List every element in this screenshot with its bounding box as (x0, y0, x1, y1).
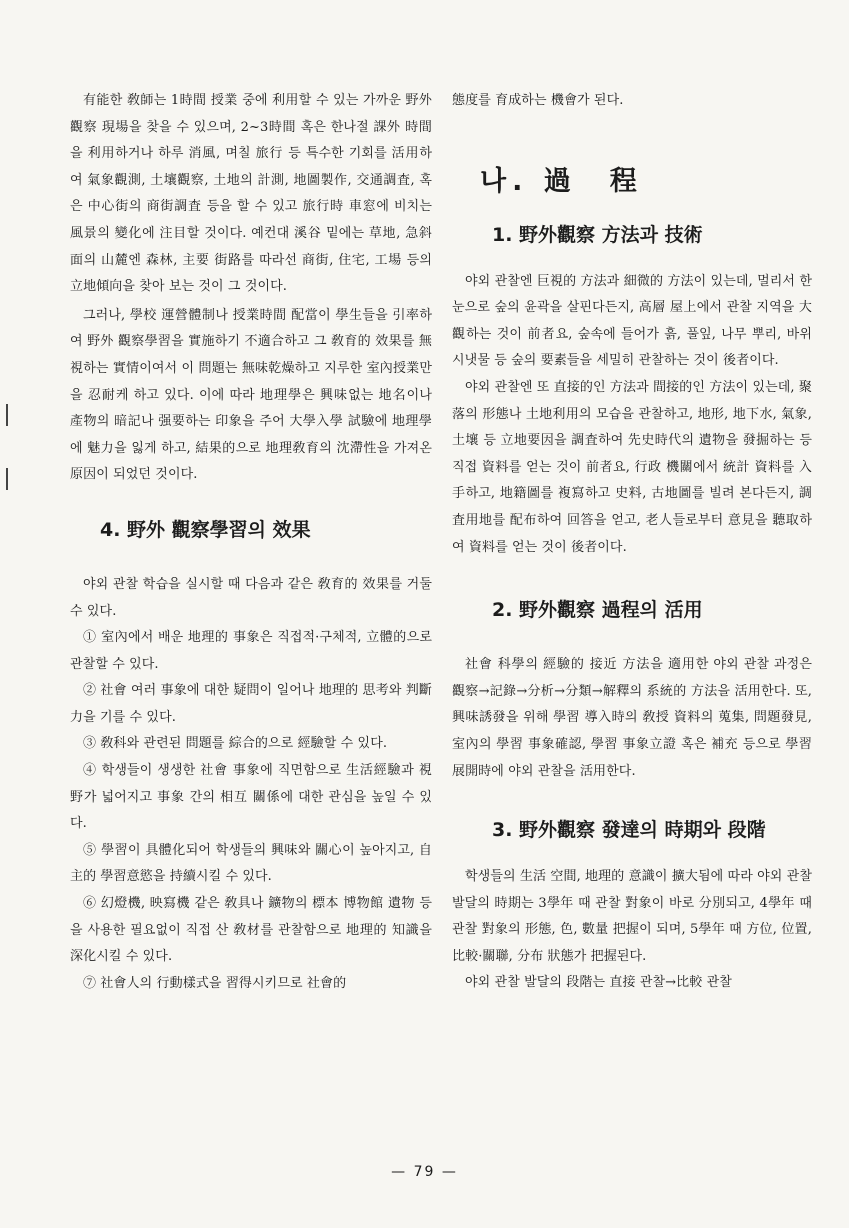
section-heading-effects: 4. 野外 觀察學習의 效果 (100, 518, 311, 541)
effect-item-7: ⑦ 社會人의 行動樣式을 習得시키므로 社會的 (83, 975, 347, 991)
paragraph-effects-intro: 야외 관찰 학습을 실시할 때 다음과 같은 敎育的 效果를 거둘 수 있다. (70, 576, 432, 619)
effect-item-3: ③ 敎科와 관련된 問題를 綜合的으로 經驗할 수 있다. (83, 736, 388, 752)
paragraph-field-trip-opportunities: 有能한 敎師는 1時間 授業 중에 利用할 수 있는 가까운 野外觀察 現場을 찾을 수 있으며, 2~3時間 혹은 한나절 課外 時間을 利用하거나 하루 消風, 며칠 旅行 등 특수한 기회를 活用하여 氣象觀測, 土壤觀察, 土地의 計測, 地圖製作, 交通調査, 혹은 中心街의 商街調査 등을 할 수 있고 旅行時 車窓에 비치는 風景의 變化에 注目할 것이다. 예컨대 溪谷 밑에는 草地, 急斜面의 山麓엔 森林, 主要 街路를 따라선 商街, 住宅, 工場 등의 立地傾向을 찾아 보는 것이 그 것이다. (70, 93, 432, 295)
paragraph-school-constraints: 그러나, 學校 運營體制나 授業時間 配當이 學生들을 引率하여 野外 觀察學習을 實施하기 不適合하고 그 敎育的 效果를 無視하는 實情이여서 이 問題는 無味乾燥하고 지루한 室內授業만을 忍耐케 하고 있다. 이에 따라 地理學은 興味없는 地名이나 產物의 暗記나 强要하는 印象을 주어 大學入學 試驗에 地理學에 魅力을 잃게 하고, 結果的으로 地理敎育의 沈滯性을 가져온 原因이 되었던 것이다. (70, 307, 432, 483)
effect-item-2: ② 社會 여러 事象에 대한 疑問이 일어나 地理的 思考와 判斷力을 기를 수 있다. (70, 683, 432, 725)
paragraph-development-stage: 야외 관찰 발달의 段階는 直接 관찰→比較 관찰 (465, 975, 732, 991)
section-heading-development: 3. 野外觀察 發達의 時期와 段階 (492, 819, 766, 842)
paragraph-macro-micro: 야외 관찰엔 巨視的 方法과 細微的 方法이 있는데, 멀리서 한 눈으로 숲의 윤곽을 살핀다든지, 高層 屋上에서 관찰 지역을 大觀하는 것이 前者요, 숲속에 들어가 흙, 풀잎, 나무 뿌리, 바위 시냇물 등 숲의 要素들을 세밀히 관찰하는 것이 後者이다. (452, 273, 812, 369)
paragraph-direct-indirect: 야외 관찰엔 또 直接的인 方法과 間接的인 方法이 있는데, 聚落의 形態나 土地利用의 모습을 관찰하고, 地形, 地下水, 氣象, 土壤 등 立地要因을 調査하여 先史時代의 遺物을 發掘하는 등 직접 資料를 얻는 것이 前者요, 行政 機關에서 統計 資料를 入手하고, 地籍圖를 複寫하고 史料, 古地圖를 빌려 본다든지, 調査用地를 配布하여 回答을 얻고, 老人들로부터 意見을 聽取하여 資料를 얻는 것이 後者이다. (452, 379, 812, 555)
section-heading-process-use: 2. 野外觀察 過程의 活用 (492, 599, 703, 622)
effect-item-6: ⑥ 幻燈機, 映寫機 같은 敎具나 鑛物의 標本 博物館 遺物 등을 사용한 필요없이 직접 산 敎材를 관찰함으로 地理的 知識을 深化시킬 수 있다. (70, 896, 432, 965)
section-heading-methods: 1. 野外觀察 方法과 技術 (492, 223, 703, 246)
right-column (452, 88, 812, 997)
page-number: — 79 — (391, 1164, 458, 1180)
paragraph-development-period: 학생들의 生活 空間, 地理的 意識이 擴大됨에 따라 야외 관찰 발달의 時期는 3學年 때 관찰 對象이 바로 分別되고, 4學年 때 관찰 對象의 形態, 色, 數量 把握이 되며, 5學年 때 方位, 位置, 比較·關聯, 分布 狀態가 把握된다. (452, 869, 812, 964)
paragraph-continuation: 態度를 育成하는 機會가 된다. (452, 93, 624, 108)
effect-item-1: ① 室內에서 배운 地理的 事象은 직접적·구체적, 立體的으로 관찰할 수 있다. (70, 630, 432, 672)
major-heading-process: 나. 過 程 (480, 165, 643, 197)
left-column (70, 88, 432, 997)
effect-item-5: ⑤ 學習이 具體化되어 학생들의 興味와 關心이 높아지고, 自主的 學習意慾을 持續시킬 수 있다. (70, 842, 432, 885)
scan-mark (6, 404, 8, 426)
effect-item-4: ④ 학생들이 생생한 社會 事象에 직면함으로 生活經驗과 視野가 넓어지고 事象 간의 相互 關係에 대한 관심을 높일 수 있다. (70, 763, 432, 832)
paragraph-process-use: 社會 科學의 經驗的 接近 方法을 適用한 야외 관찰 과정은 觀察→記錄→分析→分類→解釋의 系統的 方法을 活用한다. 또, 興味誘發을 위해 學習 導入時의 敎授 資料의 蒐集, 問題發見, 室內의 學習 事象確認, 學習 事象立證 혹은 補充 등으로 學習 展開時에 야외 관찰을 活用한다. (452, 657, 812, 779)
scan-mark (6, 468, 8, 490)
